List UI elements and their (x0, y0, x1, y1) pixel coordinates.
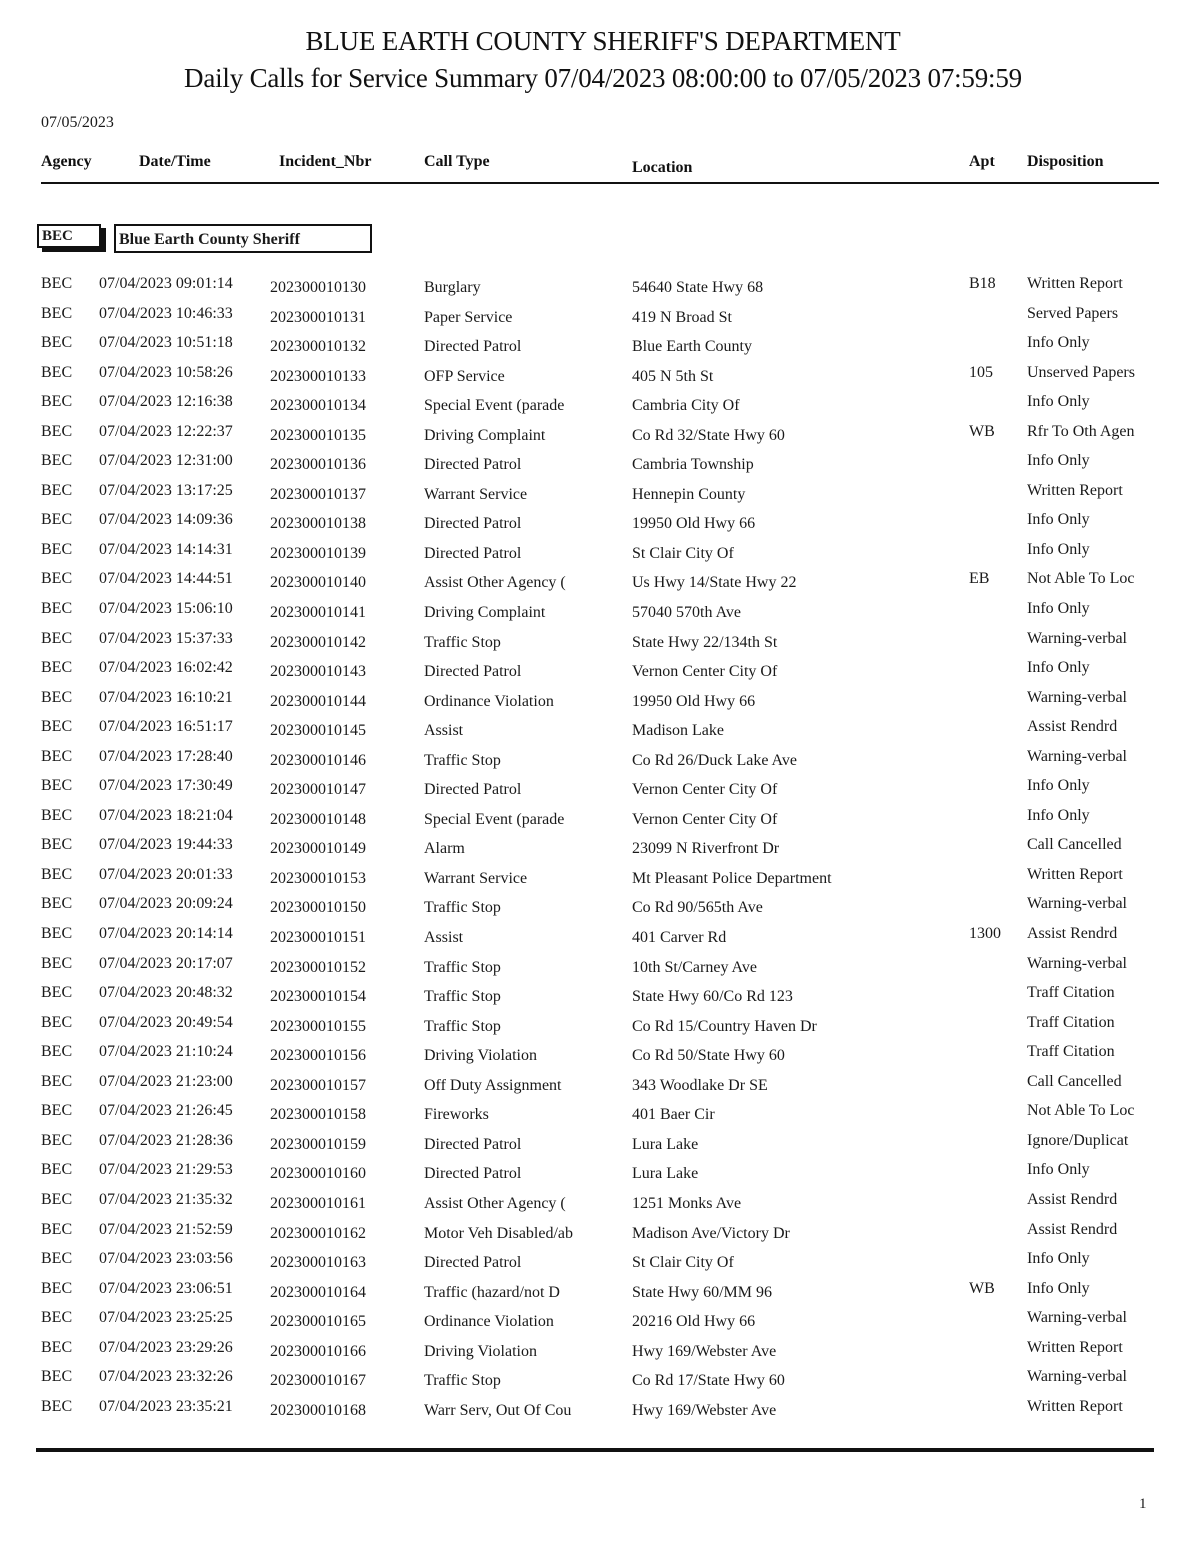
cell-agency: BEC (41, 629, 73, 647)
cell-datetime: 07/04/2023 13:17:25 (99, 481, 233, 499)
cell-incident-number: 202300010142 (270, 633, 366, 651)
cell-agency: BEC (41, 1190, 73, 1208)
table-row (0, 482, 1200, 512)
cell-disposition: Unserved Papers (1027, 363, 1135, 381)
cell-agency: BEC (41, 1368, 73, 1386)
cell-datetime: 07/04/2023 10:46:33 (99, 304, 233, 322)
cell-incident-number: 202300010158 (270, 1106, 366, 1124)
cell-incident-number: 202300010152 (270, 958, 366, 976)
cell-agency: BEC (41, 1338, 73, 1356)
cell-location: Blue Earth County (632, 338, 752, 356)
table-row (0, 1102, 1200, 1132)
cell-location: Co Rd 32/State Hwy 60 (632, 426, 785, 444)
cell-call-type: Traffic Stop (424, 633, 501, 651)
cell-datetime: 07/04/2023 12:16:38 (99, 393, 233, 411)
cell-disposition: Info Only (1027, 659, 1090, 677)
cell-location: 23099 N Riverfront Dr (632, 840, 780, 858)
cell-location: Hwy 169/Webster Ave (632, 1342, 777, 1360)
cell-location: Hwy 169/Webster Ave (632, 1401, 777, 1419)
cell-location: 1251 Monks Ave (632, 1194, 742, 1212)
cell-disposition: Call Cancelled (1027, 836, 1122, 854)
cell-datetime: 07/04/2023 21:35:32 (99, 1190, 233, 1208)
cell-call-type: Ordinance Violation (424, 1313, 554, 1331)
cell-datetime: 07/04/2023 21:23:00 (99, 1072, 233, 1090)
agency-name-box: Blue Earth County Sheriff (114, 224, 372, 253)
cell-incident-number: 202300010151 (270, 929, 366, 947)
cell-call-type: Warr Serv, Out Of Cou (424, 1401, 572, 1419)
cell-call-type: Driving Violation (424, 1047, 537, 1065)
cell-disposition: Not Able To Loc (1027, 570, 1135, 588)
cell-disposition: Written Report (1027, 865, 1123, 883)
table-row (0, 334, 1200, 364)
cell-disposition: Info Only (1027, 1279, 1090, 1297)
cell-call-type: Driving Complaint (424, 604, 546, 622)
cell-location: Co Rd 90/565th Ave (632, 899, 763, 917)
table-row (0, 777, 1200, 807)
cell-location: Hennepin County (632, 485, 746, 503)
cell-apt: WB (969, 1279, 995, 1297)
cell-call-type: Traffic (hazard/not D (424, 1283, 560, 1301)
cell-location: Vernon Center City Of (632, 810, 778, 828)
cell-datetime: 07/04/2023 23:06:51 (99, 1279, 233, 1297)
cell-apt: 1300 (969, 925, 1001, 943)
cell-datetime: 07/04/2023 17:30:49 (99, 777, 233, 795)
table-row (0, 1043, 1200, 1073)
cell-incident-number: 202300010130 (270, 279, 366, 296)
cell-agency: BEC (41, 1072, 73, 1090)
cell-disposition: Warning-verbal (1027, 895, 1127, 913)
cell-call-type: Warrant Service (424, 869, 528, 887)
cell-disposition: Call Cancelled (1027, 1072, 1122, 1090)
cell-call-type: Driving Complaint (424, 426, 546, 444)
report-subtitle: Daily Calls for Service Summary 07/04/2023 08:00:00 to 07/05/2023 07:59:59 (184, 63, 1022, 93)
cell-incident-number: 202300010131 (270, 308, 366, 326)
header-divider (41, 182, 1159, 184)
cell-call-type: OFP Service (424, 367, 505, 385)
cell-call-type: Directed Patrol (424, 1135, 522, 1153)
cell-location: 19950 Old Hwy 66 (632, 692, 756, 710)
cell-call-type: Special Event (parade (424, 810, 565, 828)
table-row (0, 984, 1200, 1014)
table-row (0, 393, 1200, 423)
cell-agency: BEC (41, 275, 73, 292)
column-header-location: Location (632, 159, 693, 176)
cell-agency: BEC (41, 806, 73, 824)
column-header-incident: Incident_Nbr (279, 153, 372, 170)
cell-incident-number: 202300010138 (270, 515, 366, 533)
cell-disposition: Info Only (1027, 511, 1090, 529)
cell-incident-number: 202300010165 (270, 1313, 366, 1331)
cell-datetime: 07/04/2023 21:26:45 (99, 1102, 233, 1120)
cell-agency: BEC (41, 747, 73, 765)
table-row (0, 895, 1200, 925)
table-row (0, 1132, 1200, 1162)
cell-agency: BEC (41, 540, 73, 558)
cell-datetime: 07/04/2023 15:37:33 (99, 629, 233, 647)
cell-disposition: Info Only (1027, 393, 1090, 411)
column-header-agency: Agency (41, 153, 92, 170)
cell-location: 343 Woodlake Dr SE (632, 1076, 768, 1094)
cell-location: Madison Ave/Victory Dr (632, 1224, 790, 1242)
cell-agency: BEC (41, 984, 73, 1002)
cell-agency: BEC (41, 836, 73, 854)
cell-agency: BEC (41, 422, 73, 440)
table-row (0, 748, 1200, 778)
cell-location: Lura Lake (632, 1135, 699, 1153)
cell-incident-number: 202300010148 (270, 810, 366, 828)
cell-call-type: Alarm (424, 840, 465, 858)
cell-call-type: Directed Patrol (424, 515, 522, 533)
cell-incident-number: 202300010161 (270, 1194, 366, 1212)
cell-disposition: Traff Citation (1027, 984, 1115, 1002)
cell-agency: BEC (41, 393, 73, 411)
cell-location: 20216 Old Hwy 66 (632, 1313, 756, 1331)
cell-call-type: Ordinance Violation (424, 692, 554, 710)
cell-incident-number: 202300010162 (270, 1224, 366, 1242)
cell-datetime: 07/04/2023 16:51:17 (99, 718, 233, 736)
cell-call-type: Assist Other Agency ( (424, 1194, 566, 1212)
cell-disposition: Info Only (1027, 334, 1090, 352)
cell-call-type: Off Duty Assignment (424, 1076, 562, 1094)
cell-call-type: Traffic Stop (424, 1017, 501, 1035)
table-row (0, 305, 1200, 335)
cell-incident-number: 202300010150 (270, 899, 366, 917)
cell-incident-number: 202300010132 (270, 338, 366, 356)
cell-datetime: 07/04/2023 12:22:37 (99, 422, 233, 440)
cell-incident-number: 202300010160 (270, 1165, 366, 1183)
cell-call-type: Traffic Stop (424, 988, 501, 1006)
cell-location: Us Hwy 14/State Hwy 22 (632, 574, 797, 592)
cell-disposition: Served Papers (1027, 304, 1119, 322)
cell-disposition: Warning-verbal (1027, 954, 1127, 972)
footer-divider (36, 1448, 1154, 1452)
cell-agency: BEC (41, 718, 73, 736)
table-row (0, 570, 1200, 600)
agency-code-box: BEC (37, 224, 101, 248)
cell-call-type: Directed Patrol (424, 781, 522, 799)
cell-datetime: 07/04/2023 10:58:26 (99, 363, 233, 381)
table-row (0, 275, 1200, 305)
cell-location: Vernon Center City Of (632, 663, 778, 681)
cell-datetime: 07/04/2023 21:29:53 (99, 1161, 233, 1179)
cell-location: Lura Lake (632, 1165, 699, 1183)
cell-agency: BEC (41, 511, 73, 529)
cell-agency: BEC (41, 925, 73, 943)
cell-call-type: Directed Patrol (424, 338, 522, 356)
cell-call-type: Special Event (parade (424, 397, 565, 415)
table-row (0, 1191, 1200, 1221)
cell-datetime: 07/04/2023 20:48:32 (99, 984, 233, 1002)
table-row (0, 630, 1200, 660)
cell-datetime: 07/04/2023 21:28:36 (99, 1131, 233, 1149)
cell-datetime: 07/04/2023 21:52:59 (99, 1220, 233, 1238)
cell-location: 419 N Broad St (632, 308, 732, 326)
cell-location: Co Rd 26/Duck Lake Ave (632, 751, 798, 769)
cell-agency: BEC (41, 600, 73, 618)
cell-location: 19950 Old Hwy 66 (632, 515, 756, 533)
cell-disposition: Warning-verbal (1027, 1309, 1127, 1327)
cell-location: Madison Lake (632, 722, 724, 740)
table-row (0, 659, 1200, 689)
cell-agency: BEC (41, 452, 73, 470)
cell-disposition: Warning-verbal (1027, 1368, 1127, 1386)
column-header-apt: Apt (969, 153, 995, 170)
cell-disposition: Traff Citation (1027, 1043, 1115, 1061)
cell-incident-number: 202300010141 (270, 604, 366, 622)
cell-disposition: Traff Citation (1027, 1013, 1115, 1031)
cell-location: State Hwy 22/134th St (632, 633, 778, 651)
cell-location: 401 Carver Rd (632, 929, 727, 947)
cell-location: State Hwy 60/MM 96 (632, 1283, 772, 1301)
cell-agency: BEC (41, 1397, 73, 1415)
cell-incident-number: 202300010149 (270, 840, 366, 858)
cell-location: State Hwy 60/Co Rd 123 (632, 988, 793, 1006)
cell-datetime: 07/04/2023 23:25:25 (99, 1309, 233, 1327)
cell-agency: BEC (41, 1013, 73, 1031)
table-row (0, 925, 1200, 955)
cell-location: Co Rd 50/State Hwy 60 (632, 1047, 785, 1065)
table-row (0, 600, 1200, 630)
cell-location: Mt Pleasant Police Department (632, 869, 832, 887)
cell-incident-number: 202300010167 (270, 1372, 366, 1390)
cell-call-type: Traffic Stop (424, 751, 501, 769)
cell-datetime: 07/04/2023 14:44:51 (99, 570, 233, 588)
cell-call-type: Traffic Stop (424, 899, 501, 917)
cell-call-type: Directed Patrol (424, 1165, 522, 1183)
cell-disposition: Info Only (1027, 1161, 1090, 1179)
cell-datetime: 07/04/2023 14:09:36 (99, 511, 233, 529)
table-row (0, 1221, 1200, 1251)
table-row (0, 1073, 1200, 1103)
table-row (0, 1398, 1200, 1428)
table-row (0, 1161, 1200, 1191)
cell-datetime: 07/04/2023 16:02:42 (99, 659, 233, 677)
table-row (0, 1339, 1200, 1369)
cell-location: 405 N 5th St (632, 367, 714, 385)
cell-datetime: 07/04/2023 15:06:10 (99, 600, 233, 618)
cell-disposition: Ignore/Duplicat (1027, 1131, 1129, 1149)
cell-call-type: Fireworks (424, 1106, 489, 1124)
cell-call-type: Assist Other Agency ( (424, 574, 566, 592)
cell-call-type: Directed Patrol (424, 1254, 522, 1272)
cell-disposition: Written Report (1027, 275, 1123, 292)
cell-datetime: 07/04/2023 12:31:00 (99, 452, 233, 470)
cell-apt: EB (969, 570, 990, 588)
cell-call-type: Driving Violation (424, 1342, 537, 1360)
cell-datetime: 07/04/2023 20:09:24 (99, 895, 233, 913)
cell-location: 401 Baer Cir (632, 1106, 715, 1124)
cell-datetime: 07/04/2023 23:03:56 (99, 1250, 233, 1268)
cell-incident-number: 202300010166 (270, 1342, 366, 1360)
cell-call-type: Assist (424, 929, 464, 947)
calls-table (0, 275, 1200, 1427)
cell-agency: BEC (41, 1161, 73, 1179)
table-row (0, 1250, 1200, 1280)
table-row (0, 541, 1200, 571)
cell-call-type: Assist (424, 722, 464, 740)
cell-incident-number: 202300010168 (270, 1401, 366, 1419)
cell-call-type: Traffic Stop (424, 1372, 501, 1390)
cell-incident-number: 202300010146 (270, 751, 366, 769)
cell-agency: BEC (41, 570, 73, 588)
cell-disposition: Written Report (1027, 1397, 1123, 1415)
cell-location: 57040 570th Ave (632, 604, 742, 622)
report-title: BLUE EARTH COUNTY SHERIFF'S DEPARTMENT (305, 26, 901, 56)
cell-disposition: Written Report (1027, 1338, 1123, 1356)
cell-datetime: 07/04/2023 17:28:40 (99, 747, 233, 765)
cell-agency: BEC (41, 865, 73, 883)
cell-disposition: Assist Rendrd (1027, 718, 1118, 736)
table-row (0, 364, 1200, 394)
table-row (0, 452, 1200, 482)
cell-datetime: 07/04/2023 23:32:26 (99, 1368, 233, 1386)
cell-datetime: 07/04/2023 20:49:54 (99, 1013, 233, 1031)
cell-incident-number: 202300010154 (270, 988, 366, 1006)
cell-incident-number: 202300010153 (270, 869, 366, 887)
table-row (0, 866, 1200, 896)
cell-datetime: 07/04/2023 20:14:14 (99, 925, 233, 943)
table-row (0, 955, 1200, 985)
cell-location: St Clair City Of (632, 1254, 734, 1272)
cell-incident-number: 202300010159 (270, 1135, 366, 1153)
cell-incident-number: 202300010164 (270, 1283, 366, 1301)
cell-disposition: Info Only (1027, 600, 1090, 618)
cell-incident-number: 202300010140 (270, 574, 366, 592)
cell-agency: BEC (41, 1102, 73, 1120)
cell-datetime: 07/04/2023 10:51:18 (99, 334, 233, 352)
cell-disposition: Assist Rendrd (1027, 925, 1118, 943)
cell-agency: BEC (41, 777, 73, 795)
cell-apt: WB (969, 422, 995, 440)
cell-datetime: 07/04/2023 19:44:33 (99, 836, 233, 854)
cell-location: 10th St/Carney Ave (632, 958, 758, 976)
cell-agency: BEC (41, 334, 73, 352)
cell-disposition: Info Only (1027, 806, 1090, 824)
cell-datetime: 07/04/2023 21:10:24 (99, 1043, 233, 1061)
cell-datetime: 07/04/2023 20:17:07 (99, 954, 233, 972)
cell-datetime: 07/04/2023 14:14:31 (99, 540, 233, 558)
cell-incident-number: 202300010137 (270, 485, 366, 503)
cell-agency: BEC (41, 1220, 73, 1238)
cell-disposition: Assist Rendrd (1027, 1220, 1118, 1238)
cell-agency: BEC (41, 1131, 73, 1149)
cell-incident-number: 202300010155 (270, 1017, 366, 1035)
cell-incident-number: 202300010144 (270, 692, 366, 710)
cell-agency: BEC (41, 304, 73, 322)
table-row (0, 1014, 1200, 1044)
cell-call-type: Traffic Stop (424, 958, 501, 976)
cell-agency: BEC (41, 1279, 73, 1297)
cell-datetime: 07/04/2023 23:29:26 (99, 1338, 233, 1356)
cell-datetime: 07/04/2023 20:01:33 (99, 865, 233, 883)
table-row (0, 511, 1200, 541)
page-number: 1 (1139, 1496, 1147, 1512)
cell-call-type: Burglary (424, 279, 481, 296)
cell-agency: BEC (41, 954, 73, 972)
table-row (0, 1309, 1200, 1339)
cell-location: Co Rd 15/Country Haven Dr (632, 1017, 817, 1035)
table-row (0, 423, 1200, 453)
cell-disposition: Not Able To Loc (1027, 1102, 1135, 1120)
cell-agency: BEC (41, 363, 73, 381)
cell-call-type: Directed Patrol (424, 456, 522, 474)
cell-call-type: Directed Patrol (424, 544, 522, 562)
cell-disposition: Info Only (1027, 777, 1090, 795)
table-row (0, 1368, 1200, 1398)
cell-apt: B18 (969, 275, 996, 292)
cell-call-type: Directed Patrol (424, 663, 522, 681)
cell-location: Co Rd 17/State Hwy 60 (632, 1372, 785, 1390)
table-row (0, 836, 1200, 866)
cell-disposition: Warning-verbal (1027, 629, 1127, 647)
cell-location: Vernon Center City Of (632, 781, 778, 799)
cell-agency: BEC (41, 1309, 73, 1327)
cell-call-type: Motor Veh Disabled/ab (424, 1224, 574, 1242)
cell-location: Cambria Township (632, 456, 754, 474)
column-header-disposition: Disposition (1027, 153, 1104, 170)
cell-call-type: Paper Service (424, 308, 513, 326)
cell-datetime: 07/04/2023 09:01:14 (99, 275, 233, 292)
cell-datetime: 07/04/2023 16:10:21 (99, 688, 233, 706)
cell-location: St Clair City Of (632, 544, 734, 562)
table-row (0, 1280, 1200, 1310)
cell-location: 54640 State Hwy 68 (632, 279, 764, 296)
cell-incident-number: 202300010139 (270, 544, 366, 562)
cell-agency: BEC (41, 481, 73, 499)
cell-disposition: Info Only (1027, 540, 1090, 558)
cell-incident-number: 202300010163 (270, 1254, 366, 1272)
cell-incident-number: 202300010156 (270, 1047, 366, 1065)
cell-agency: BEC (41, 1250, 73, 1268)
cell-incident-number: 202300010143 (270, 663, 366, 681)
cell-disposition: Warning-verbal (1027, 688, 1127, 706)
cell-agency: BEC (41, 895, 73, 913)
table-row (0, 807, 1200, 837)
table-row (0, 718, 1200, 748)
cell-disposition: Info Only (1027, 1250, 1090, 1268)
cell-incident-number: 202300010134 (270, 397, 366, 415)
cell-disposition: Assist Rendrd (1027, 1190, 1118, 1208)
column-header-call-type: Call Type (424, 153, 490, 170)
cell-datetime: 07/04/2023 18:21:04 (99, 806, 233, 824)
cell-agency: BEC (41, 659, 73, 677)
cell-disposition: Warning-verbal (1027, 747, 1127, 765)
cell-disposition: Info Only (1027, 452, 1090, 470)
cell-disposition: Rfr To Oth Agen (1027, 422, 1135, 440)
cell-incident-number: 202300010133 (270, 367, 366, 385)
cell-location: Cambria City Of (632, 397, 740, 415)
cell-apt: 105 (969, 363, 993, 381)
cell-agency: BEC (41, 688, 73, 706)
cell-disposition: Written Report (1027, 481, 1123, 499)
cell-agency: BEC (41, 1043, 73, 1061)
cell-datetime: 07/04/2023 23:35:21 (99, 1397, 233, 1415)
table-row (0, 689, 1200, 719)
print-date: 07/05/2023 (41, 114, 114, 131)
cell-call-type: Warrant Service (424, 485, 528, 503)
cell-incident-number: 202300010157 (270, 1076, 366, 1094)
cell-incident-number: 202300010136 (270, 456, 366, 474)
cell-incident-number: 202300010145 (270, 722, 366, 740)
cell-incident-number: 202300010147 (270, 781, 366, 799)
column-header-datetime: Date/Time (139, 153, 211, 170)
cell-incident-number: 202300010135 (270, 426, 366, 444)
